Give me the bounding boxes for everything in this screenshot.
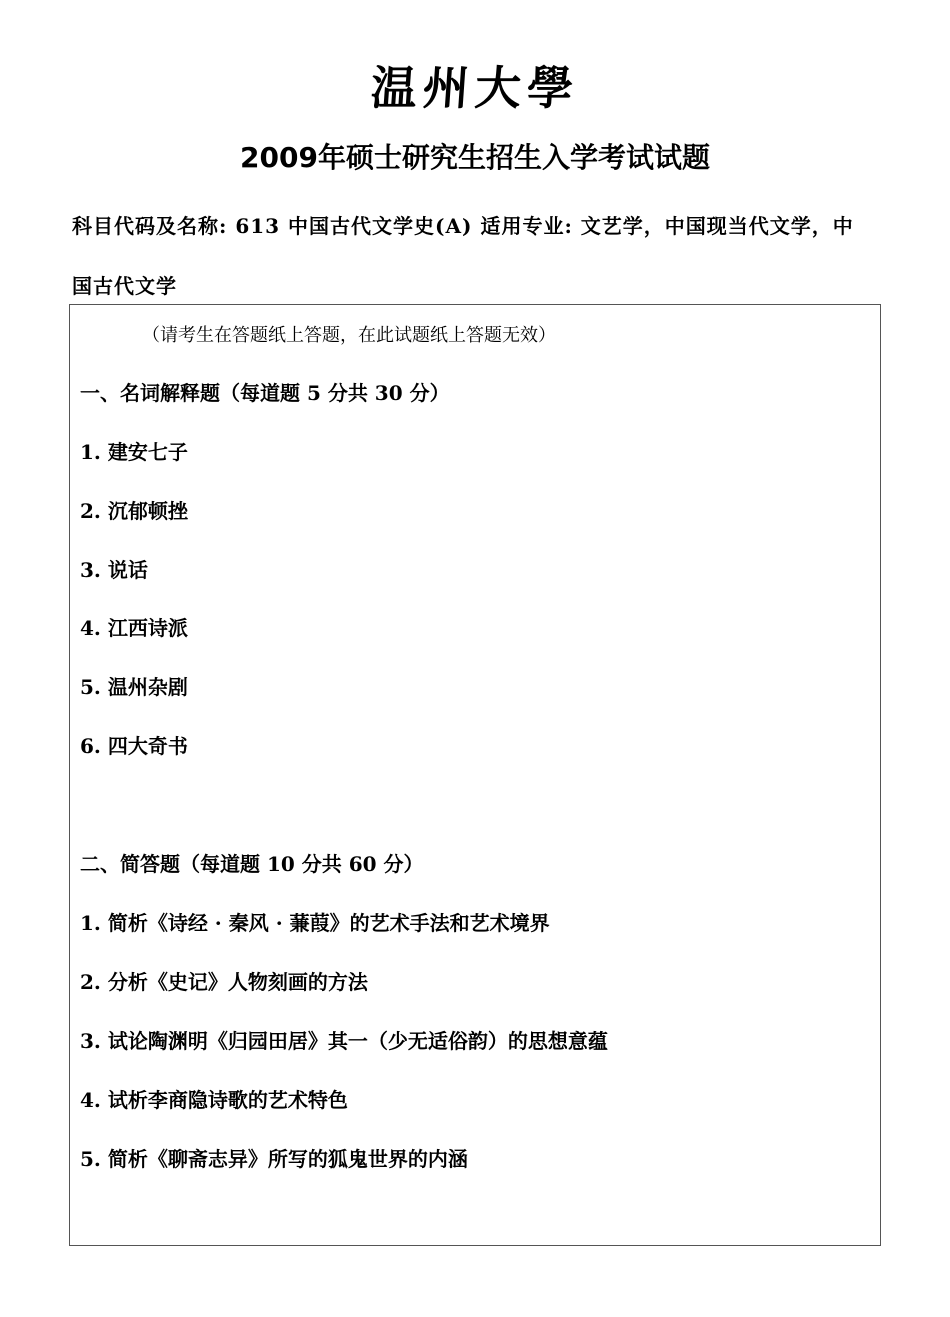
section-2-item: 2. 分析《史记》人物刻画的方法 — [80, 970, 368, 994]
section-1-item: 2. 沉郁顿挫 — [80, 499, 188, 523]
section-1-heading: 一、名词解释题（每道题 5 分共 30 分） — [80, 381, 450, 405]
section-2-heading: 二、简答题（每道题 10 分共 60 分） — [80, 852, 424, 876]
subject-line: 科目代码及名称: 613 中国古代文学史(A) 适用专业: 文艺学，中国现当代文学，中国古代文学 — [72, 214, 854, 298]
section-1-item: 5. 温州杂剧 — [80, 675, 188, 699]
section-1-item: 3. 说话 — [80, 558, 148, 582]
section-1-item: 6. 四大奇书 — [80, 734, 188, 758]
section-1-item: 1. 建安七子 — [80, 440, 188, 464]
university-logo: 温州大學 — [369, 61, 581, 115]
section-2-item: 1. 简析《诗经 · 秦风 · 蒹葭》的艺术手法和艺术境界 — [80, 911, 550, 935]
exam-title: 2009年硕士研究生招生入学考试试题 — [240, 141, 710, 174]
section-2-item: 4. 试析李商隐诗歌的艺术特色 — [80, 1088, 348, 1112]
section-2-item: 5. 简析《聊斋志异》所写的狐鬼世界的内涵 — [80, 1147, 468, 1171]
answer-notice: （请考生在答题纸上答题，在此试题纸上答题无效） — [142, 325, 556, 346]
question-box — [69, 304, 881, 1246]
section-1-item: 4. 江西诗派 — [80, 616, 188, 640]
section-2-item: 3. 试论陶渊明《归园田居》其一（少无适俗韵）的思想意蕴 — [80, 1029, 608, 1053]
